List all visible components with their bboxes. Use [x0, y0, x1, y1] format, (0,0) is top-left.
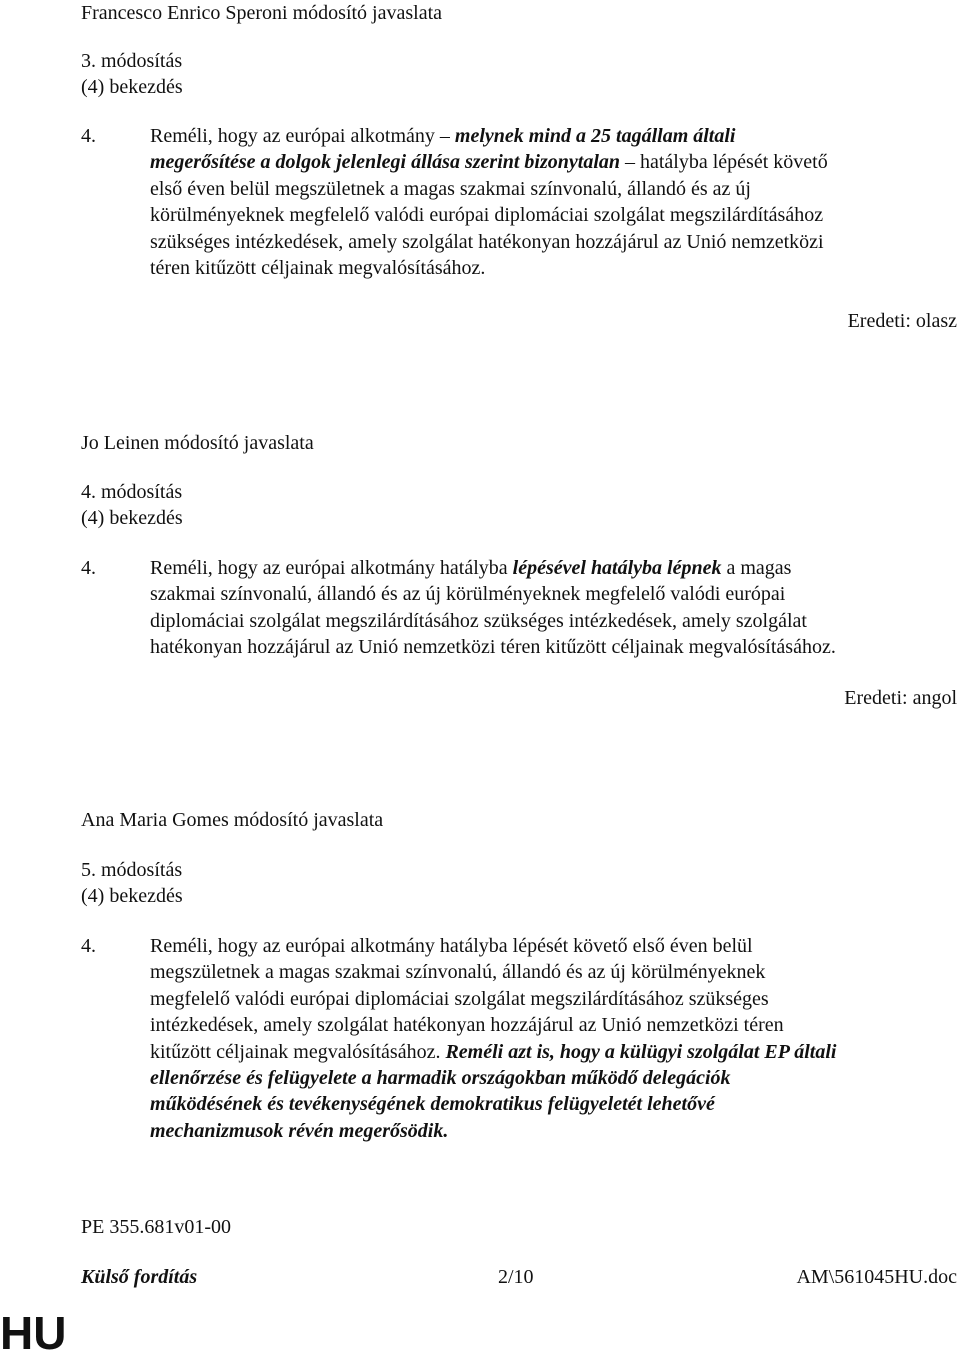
- amendment-1-paragraph: (4) bekezdés: [81, 76, 183, 98]
- amendment-3-paragraph: (4) bekezdés: [81, 885, 183, 907]
- amendment-2-author: Jo Leinen módosító javaslata: [81, 432, 314, 454]
- text-line: [150, 255, 960, 281]
- text-line: [150, 555, 960, 581]
- text-line: [150, 176, 960, 202]
- amendment-2-number: 4. módosítás: [81, 481, 183, 503]
- text-run: Reméli, hogy az európai alkotmány –: [150, 125, 455, 147]
- amendment-3-number: 5. módosítás: [81, 859, 183, 881]
- file-name: AM\561045HU.doc: [796, 1266, 957, 1288]
- text-line: [150, 229, 960, 255]
- text-line: [150, 1012, 960, 1038]
- amendment-2-paragraph: (4) bekezdés: [81, 507, 183, 529]
- text-run: a magas: [721, 557, 792, 579]
- text-run: Reméli, hogy az európai alkotmány hatályba lépését követő első éven belül: [150, 935, 753, 957]
- emphasized-text: lépésével hatályba lépnek: [512, 557, 722, 579]
- emphasized-text: Reméli azt is, hogy a külügyi szolgálat EP általi: [445, 1040, 837, 1063]
- text-line: [150, 149, 960, 175]
- text-run: megfelelő valódi európai diplomáciai szolgálat megszilárdításához szükséges: [150, 987, 769, 1010]
- emphasized-text: mechanizmusok révén megerősödik.: [150, 1119, 449, 1142]
- amendment-3-text: [150, 933, 960, 1144]
- amendment-3-item-number: 4.: [81, 935, 96, 957]
- text-line: [150, 634, 960, 660]
- text-run: körülményeknek megfelelő valódi európai diplomáciai szolgálat megszilárdításához: [150, 204, 824, 227]
- footer-translation-label: Külső fordítás: [81, 1266, 198, 1288]
- text-line: [150, 581, 960, 607]
- amendment-1-author: Francesco Enrico Speroni módosító javaslata: [81, 2, 443, 24]
- document-reference: PE 355.681v01-00: [81, 1216, 231, 1238]
- text-line: [150, 1039, 960, 1065]
- amendment-1-original-language: Eredeti: olasz: [847, 310, 957, 332]
- text-line: [150, 1118, 960, 1144]
- text-line: [150, 959, 960, 985]
- emphasized-text: ellenőrzése és felügyelete a harmadik országokban működő delegációk: [150, 1067, 731, 1090]
- amendment-3-author: Ana Maria Gomes módosító javaslata: [81, 809, 384, 831]
- amendment-1-item-number: 4.: [81, 125, 96, 147]
- text-run: téren kitűzött céljainak megvalósításához.: [150, 257, 486, 280]
- text-line: [150, 986, 960, 1012]
- text-run: diplomáciai szolgálat megszilárdításához szükséges intézkedések, amely szolgálat: [150, 609, 807, 632]
- page-number: 2/10: [498, 1266, 534, 1288]
- text-run: – hatályba lépését követő: [620, 151, 828, 174]
- text-run: kitűzött céljainak megvalósításához.: [150, 1040, 446, 1063]
- text-run: hatékonyan hozzájárul az Unió nemzetközi téren kitűzött céljainak megvalósításához.: [150, 636, 836, 659]
- amendment-1-text: [150, 123, 960, 281]
- text-line: [150, 123, 960, 149]
- text-run: szükséges intézkedések, amely szolgálat hatékonyan hozzájárul az Unió nemzetközi: [150, 230, 824, 253]
- text-line: [150, 933, 960, 959]
- text-run: első éven belül megszületnek a magas szakmai színvonalú, állandó és az új: [150, 177, 751, 200]
- text-line: [150, 202, 960, 228]
- emphasized-text: melynek mind a 25 tagállam általi: [454, 125, 736, 147]
- emphasized-text: működésének és tevékenységének demokratikus felügyeletét lehetővé: [150, 1093, 715, 1116]
- text-run: Reméli, hogy az európai alkotmány hatályba: [150, 557, 513, 579]
- text-line: [150, 608, 960, 634]
- text-run: szakmai színvonalú, állandó és az új körülményeknek megfelelő valódi európai: [150, 583, 786, 606]
- language-code: HU: [0, 1307, 67, 1359]
- amendment-2-original-language: Eredeti: angol: [844, 687, 957, 709]
- emphasized-text: megerősítése a dolgok jelenlegi állása szerint bizonytalan: [150, 151, 620, 174]
- text-line: [150, 1065, 960, 1091]
- amendment-2-item-number: 4.: [81, 557, 96, 579]
- amendment-1-number: 3. módosítás: [81, 50, 183, 72]
- text-line: [150, 1091, 960, 1117]
- amendment-2-text: [150, 555, 960, 661]
- text-run: intézkedések, amely szolgálat hatékonyan hozzájárul az Unió nemzetközi téren: [150, 1014, 784, 1037]
- text-run: megszületnek a magas szakmai színvonalú, állandó és az új körülményeknek: [150, 961, 766, 984]
